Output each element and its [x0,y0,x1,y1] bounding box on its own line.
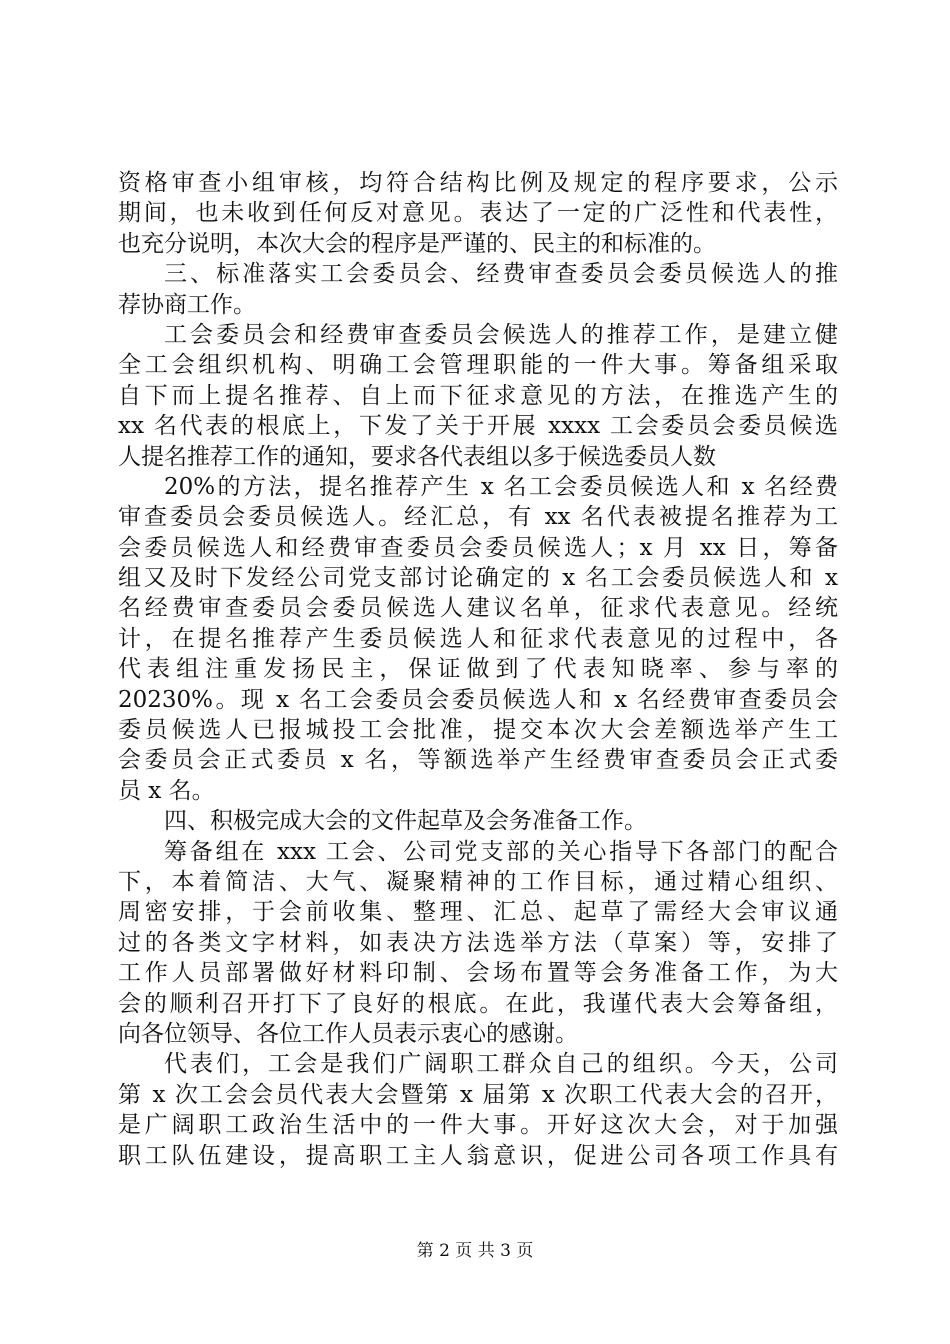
text-line: xx 名代表的根底上，下发了关于开展 xxxx 工会委员会委员候选 [118,413,838,440]
page-footer: 第 2 页 共 3 页 [416,1241,534,1261]
text-line: 过的各类文字材料，如表决方法选举方法（草案）等，安排了 [118,929,838,956]
text-line: 审查委员会委员候选人。经汇总，有 xx 名代表被提名推荐为工 [118,504,838,531]
text-line: 资格审查小组审核，均符合结构比例及规定的程序要求，公示 [118,170,838,196]
section-heading-4: 四、积极完成大会的文件起草及会务准备工作。 [164,808,647,835]
text-line: 名经费审查委员会委员候选人建议名单，征求代表意见。经统 [118,595,838,622]
text-line: 会委员候选人和经费审查委员会委员候选人；x 月 xx 日，筹备 [118,534,838,561]
text-line: 自下而上提名推荐、自上而下征求意见的方法，在推选产生的 [118,382,838,409]
text-line: 员 x 名。 [118,777,215,804]
text-line: 会的顺利召开打下了良好的根底。在此，我谨代表大会筹备组， [118,990,838,1017]
text-line: 向各位领导、各位工作人员表示衷心的感谢。 [118,1020,578,1047]
text-line: 委员候选人已报城投工会批准，提交本次大会差额选举产生工 [118,717,838,744]
text-line: 会委员会正式委员 x 名，等额选举产生经费审查委员会正式委 [118,747,838,774]
text-line: 工会委员会和经费审查委员会候选人的推荐工作，是建立健 [164,321,838,348]
text-line: 20%的方法，提名推荐产生 x 名工会委员候选人和 x 名经费 [164,473,838,500]
text-line: 代表组注重发扬民主，保证做到了代表知晓率、参与率的 [118,656,838,683]
text-line: 周密安排，于会前收集、整理、汇总、起草了需经大会审议通 [118,899,838,926]
section-heading-3-cont: 荐协商工作。 [118,291,256,318]
text-line: 20230%。现 x 名工会委员会委员候选人和 x 名经费审查委员会 [118,686,838,713]
text-line: 人提名推荐工作的通知，要求各代表组以多于候选委员人数 [118,443,716,470]
text-line: 是广阔职工政治生活中的一件大事。开好这次大会，对于加强 [118,1112,838,1139]
text-line: 下，本着简洁、大气、凝聚精神的工作目标，通过精心组织、 [118,868,838,895]
text-line: 全工会组织机构、明确工会管理职能的一件大事。筹备组采取 [118,352,838,379]
document-body [118,168,838,1171]
text-line: 筹备组在 xxx 工会、公司党支部的关心指导下各部门的配合 [164,838,838,865]
text-line: 期间，也未收到任何反对意见。表达了一定的广泛性和代表性， [118,200,838,227]
text-line: 计，在提名推荐产生委员候选人和征求代表意见的过程中，各 [118,625,838,652]
text-line: 第 x 次工会会员代表大会暨第 x 届第 x 次职工代表大会的召开， [118,1081,838,1108]
text-line: 也充分说明，本次大会的程序是严谨的、民主的和标准的。 [118,230,716,257]
text-line: 代表们，工会是我们广阔职工群众自己的组织。今天，公司 [164,1051,838,1078]
text-line: 工作人员部署做好材料印制、会场布置等会务准备工作，为大 [118,960,838,987]
text-line: 职工队伍建设，提高职工主人翁意识，促进公司各项工作具有 [118,1142,838,1169]
section-heading-3: 三、标准落实工会委员会、经费审查委员会委员候选人的推 [164,261,838,288]
text-line: 组又及时下发经公司党支部讨论确定的 x 名工会委员候选人和 x [118,565,838,592]
